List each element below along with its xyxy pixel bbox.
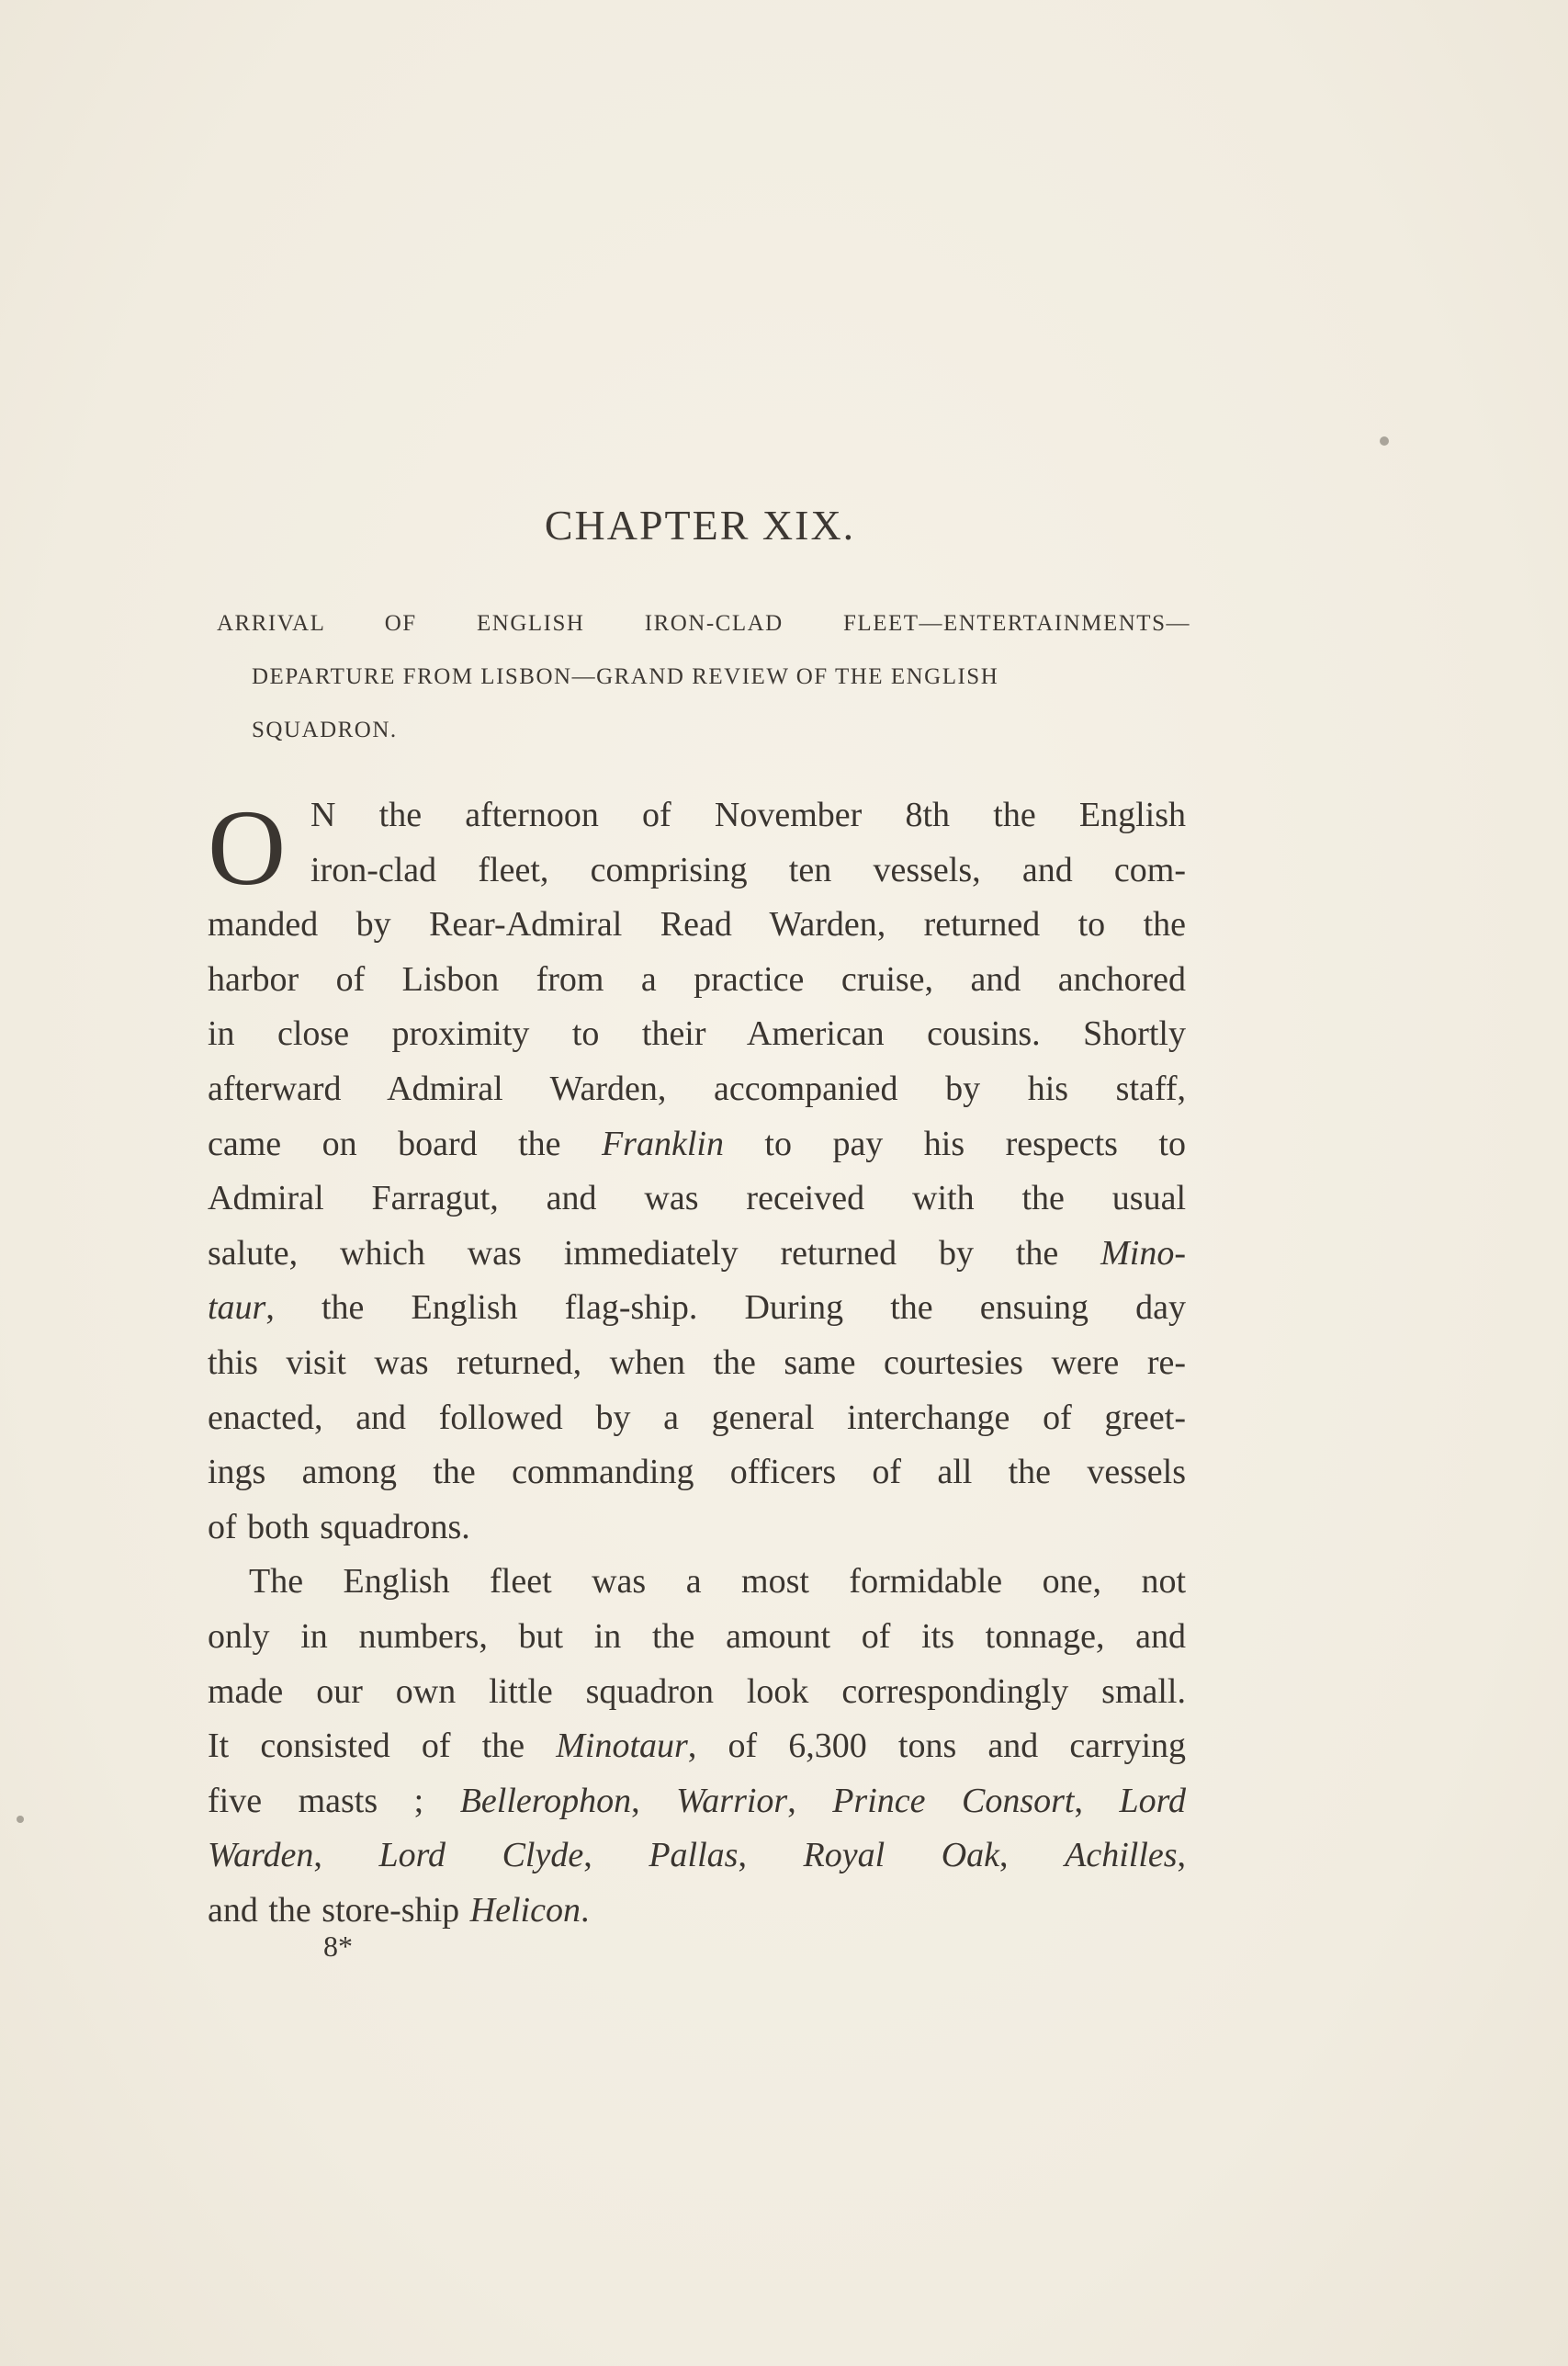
ship-name: Prince Consort	[832, 1781, 1075, 1820]
chapter-summary	[217, 597, 1190, 757]
text-line: Admiral Farragut, and was received with the usual	[208, 1179, 1186, 1218]
text-line: taur, the English flag-ship. During the ensuing day	[208, 1288, 1186, 1328]
paper-speck	[1380, 436, 1389, 446]
text-line: of both squadrons.	[208, 1507, 470, 1546]
ship-name: Warrior	[676, 1781, 788, 1820]
text-line: iron-clad fleet, comprising ten vessels, and com-	[310, 850, 1186, 889]
signature-mark: 8*	[323, 1930, 353, 1963]
ship-name: Franklin	[601, 1124, 724, 1163]
text-line: came on board the Franklin to pay his respects to	[208, 1124, 1186, 1163]
summary-line: DEPARTURE FROM LISBON—GRAND REVIEW OF THE ENGLISH	[252, 664, 999, 689]
ship-name: Achilles	[1065, 1836, 1178, 1875]
text-line: The English fleet was a most formidable one, not	[249, 1562, 1186, 1602]
text-line: N the afternoon of November 8th the English	[310, 796, 1186, 834]
drop-cap: O	[208, 787, 287, 908]
text-line: ings among the commanding officers of all the vessels	[208, 1453, 1186, 1492]
summary-line: ARRIVAL OF ENGLISH IRON-CLAD FLEET—ENTERTAINMENTS—	[217, 611, 1190, 636]
ship-name: Pallas	[649, 1836, 739, 1875]
text-line: salute, which was immediately returned by the Mino-	[208, 1233, 1186, 1273]
text-line: afterward Admiral Warden, accompanied by his staff,	[208, 1069, 1186, 1108]
ship-name: Mino-	[1100, 1233, 1186, 1273]
text-line: five masts ; Bellerophon, Warrior, Prince Consort, Lord	[208, 1781, 1186, 1820]
text-line: enacted, and followed by a general interchange of greet-	[208, 1398, 1186, 1437]
chapter-title: CHAPTER XIX.	[544, 502, 856, 549]
text-line: this visit was returned, when the same courtesies were re-	[208, 1342, 1186, 1382]
ship-name: Minotaur	[556, 1726, 688, 1766]
ship-name: taur	[208, 1288, 266, 1328]
text-line: It consisted of the Minotaur, of 6,300 tons and carrying	[208, 1726, 1187, 1766]
summary-line: SQUADRON.	[252, 718, 398, 742]
ship-name: Royal Oak	[803, 1836, 1000, 1875]
ship-name: Helicon	[469, 1890, 581, 1930]
text-line: manded by Rear-Admiral Read Warden, returned to the	[208, 905, 1186, 945]
ship-name: Bellerophon	[459, 1781, 632, 1820]
text-line: made our own little squadron look correspondingly small.	[208, 1671, 1186, 1711]
ship-name: Lord Clyde	[378, 1836, 584, 1875]
text-line: in close proximity to their American cousins. Shortly	[208, 1014, 1186, 1054]
text-line: and the store-ship Helicon.	[208, 1890, 590, 1930]
ship-name: Warden	[208, 1836, 314, 1875]
ship-name: Lord	[1119, 1781, 1186, 1820]
text-line: harbor of Lisbon from a practice cruise, and anchored	[208, 959, 1186, 999]
body-text	[208, 788, 1186, 1938]
text-line: only in numbers, but in the amount of its tonnage, and	[208, 1616, 1186, 1656]
paper-speck	[17, 1816, 24, 1823]
text-line: Warden, Lord Clyde, Pallas, Royal Oak, Achilles,	[208, 1836, 1187, 1875]
